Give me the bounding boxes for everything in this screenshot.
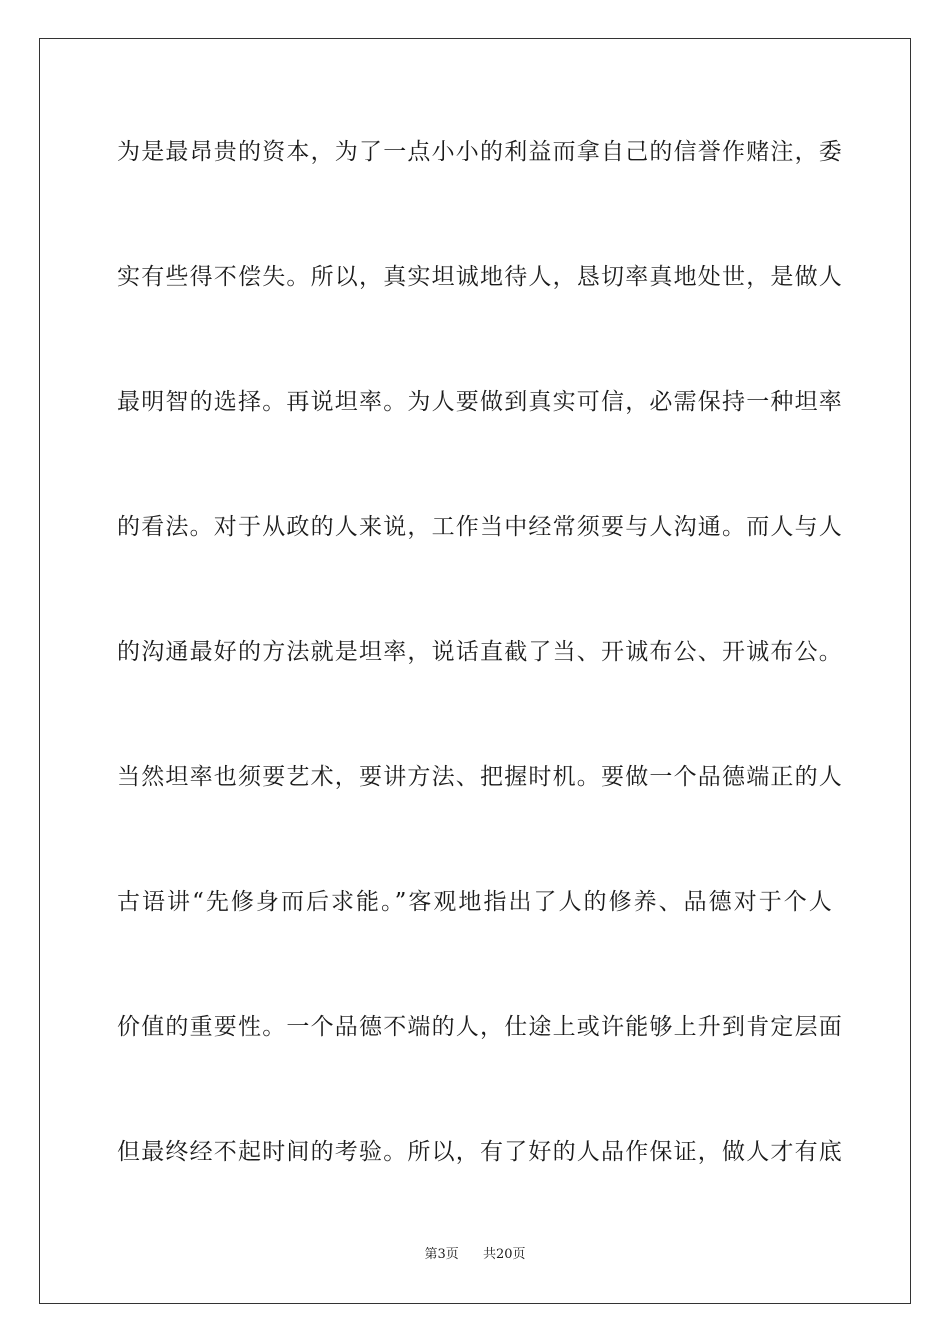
text-line: 价值的重要性。一个品德不端的人，仕途上或许能够上升到肯定层面 xyxy=(117,1014,843,1040)
text-line: 但最终经不起时间的考验。所以，有了好的人品作保证，做人才有底 xyxy=(117,1139,843,1165)
text-line: 古语讲“先修身而后求能。”客观地指出了人的修养、品德对于个人 xyxy=(117,889,833,915)
text-line: 的看法。对于从政的人来说，工作当中经常须要与人沟通。而人与人 xyxy=(117,514,843,540)
page-footer xyxy=(0,1245,950,1265)
page-total: 共20页 xyxy=(483,1247,526,1262)
text-line: 当然坦率也须要艺术，要讲方法、把握时机。要做一个品德端正的人 xyxy=(117,764,843,790)
text-line: 最明智的选择。再说坦率。为人要做到真实可信，必需保持一种坦率 xyxy=(117,389,843,415)
text-line: 的沟通最好的方法就是坦率，说话直截了当、开诚布公、开诚布公。 xyxy=(117,639,843,665)
document-body xyxy=(117,124,843,1249)
text-line: 为是最昂贵的资本，为了一点小小的利益而拿自己的信誉作赌注，委 xyxy=(117,139,843,165)
page-number: 第3页 xyxy=(424,1247,459,1262)
text-line: 实有些得不偿失。所以，真实坦诚地待人，恳切率真地处世，是做人 xyxy=(117,264,843,290)
